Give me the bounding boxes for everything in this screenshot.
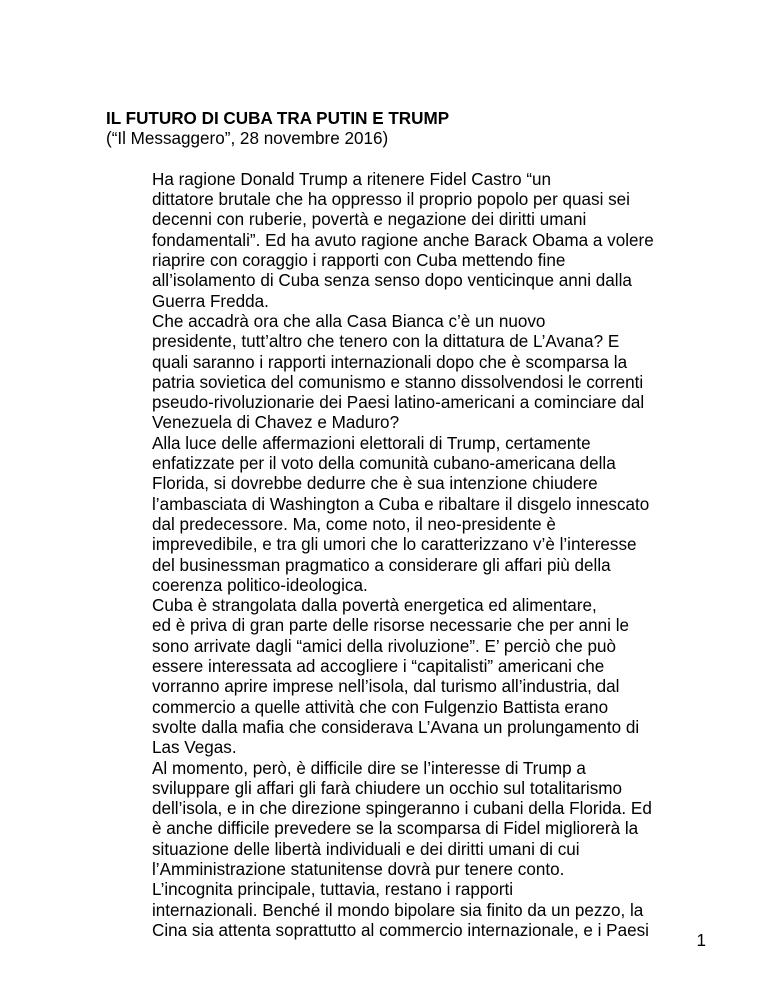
paragraph-line: l’ambasciata di Washington a Cuba e ribaltare il disgelo innescato [152,494,650,514]
paragraph [106,434,706,596]
paragraph-line: è anche difficile prevedere se la scomparsa di Fidel migliorerà la [152,819,639,839]
paragraph-line: svolte dalla mafia che considerava L’Avana un prolungamento di [152,717,640,737]
paragraph [106,596,706,758]
paragraph-line: pseudo-rivoluzionarie dei Paesi latino-americani a cominciare dal [152,393,645,413]
paragraph-line: coerenza politico-ideologica. [152,575,368,595]
paragraph-line: Guerra Fredda. [152,291,269,311]
paragraph-line: all’isolamento di Cuba senza senso dopo venticinque anni dalla [152,271,632,291]
article-title: IL FUTURO DI CUBA TRA PUTIN E TRUMP [106,109,450,128]
paragraph-line: dal predecessore. Ma, come noto, il neo-presidente è [152,514,556,534]
paragraph-line: internazionali. Benché il mondo bipolare sia finito da un pezzo, la [152,900,644,920]
article-paragraphs [106,170,706,941]
paragraph-line: vorranno aprire imprese nell’isola, dal turismo all’industria, dal [152,677,620,697]
paragraph-line: Florida, si dovrebbe dedurre che è sua intenzione chiudere [152,474,598,494]
paragraph-line: riaprire con coraggio i rapporti con Cuba mettendo fine [152,251,566,271]
paragraph-line: enfatizzate per il voto della comunità cubano-americana della [152,454,616,474]
paragraph-line: l’Amministrazione statunitense dovrà pur tenere conto. [152,859,565,879]
paragraph-line: sono arrivate dagli “amici della rivoluzione”. E’ perciò che può [152,636,616,656]
paragraph [106,312,706,434]
paragraph [106,880,706,941]
page-number: 1 [696,931,706,950]
paragraph-line: commercio a quelle attività che con Fulgenzio Battista erano [152,697,609,717]
paragraph-line: quali saranno i rapporti internazionali dopo che è scomparsa la [152,352,628,372]
paragraph-line: Cina sia attenta soprattutto al commercio internazionale, e i Paesi [152,920,649,940]
paragraph-line: decenni con ruberie, povertà e negazione dei diritti umani [152,210,587,230]
paragraph-line: sviluppare gli affari gli farà chiudere un occhio sul totalitarismo [152,778,623,798]
paragraph-line: patria sovietica del comunismo e stanno dissolvendosi le correnti [152,372,644,392]
paragraph-line: ed è priva di gran parte delle risorse necessarie che per anni le [152,616,629,636]
paragraph-line: L’incognita principale, tuttavia, restano i rapporti [152,880,514,900]
paragraph-line: Las Vegas. [152,738,237,758]
paragraph [106,170,706,312]
paragraph [106,759,706,881]
paragraph-line: Che accadrà ora che alla Casa Bianca c’è un nuovo [152,311,546,331]
paragraph-line: fondamentali”. Ed ha avuto ragione anche Barack Obama a volere [152,230,654,250]
paragraph-line: situazione delle libertà individuali e dei diritti umani di cui [152,839,580,859]
article-body [106,109,706,941]
article-source: (“Il Messaggero”, 28 novembre 2016) [106,129,389,149]
paragraph-line: Venezuela di Chavez e Maduro? [152,413,400,433]
paragraph-line: dittatore brutale che ha oppresso il proprio popolo per quasi sei [152,190,630,210]
paragraph-line: essere interessata ad accogliere i “capitalisti” americani che [152,657,605,677]
paragraph-line: imprevedibile, e tra gli umori che lo caratterizzano v’è l’interesse [152,535,637,555]
paragraph-line: dell’isola, e in che direzione spingeranno i cubani della Florida. Ed [152,799,652,819]
paragraph-line: Ha ragione Donald Trump a ritenere Fidel Castro “un [152,169,552,189]
paragraph-line: presidente, tutt’altro che tenero con la dittatura de L’Avana? E [152,332,620,352]
paragraph-line: Cuba è strangolata dalla povertà energetica ed alimentare, [152,596,597,616]
paragraph-line: del businessman pragmatico a considerare gli affari più della [152,555,611,575]
paragraph-line: Al momento, però, è difficile dire se l’interesse di Trump a [152,758,586,778]
paragraph-line: Alla luce delle affermazioni elettorali di Trump, certamente [152,433,591,453]
